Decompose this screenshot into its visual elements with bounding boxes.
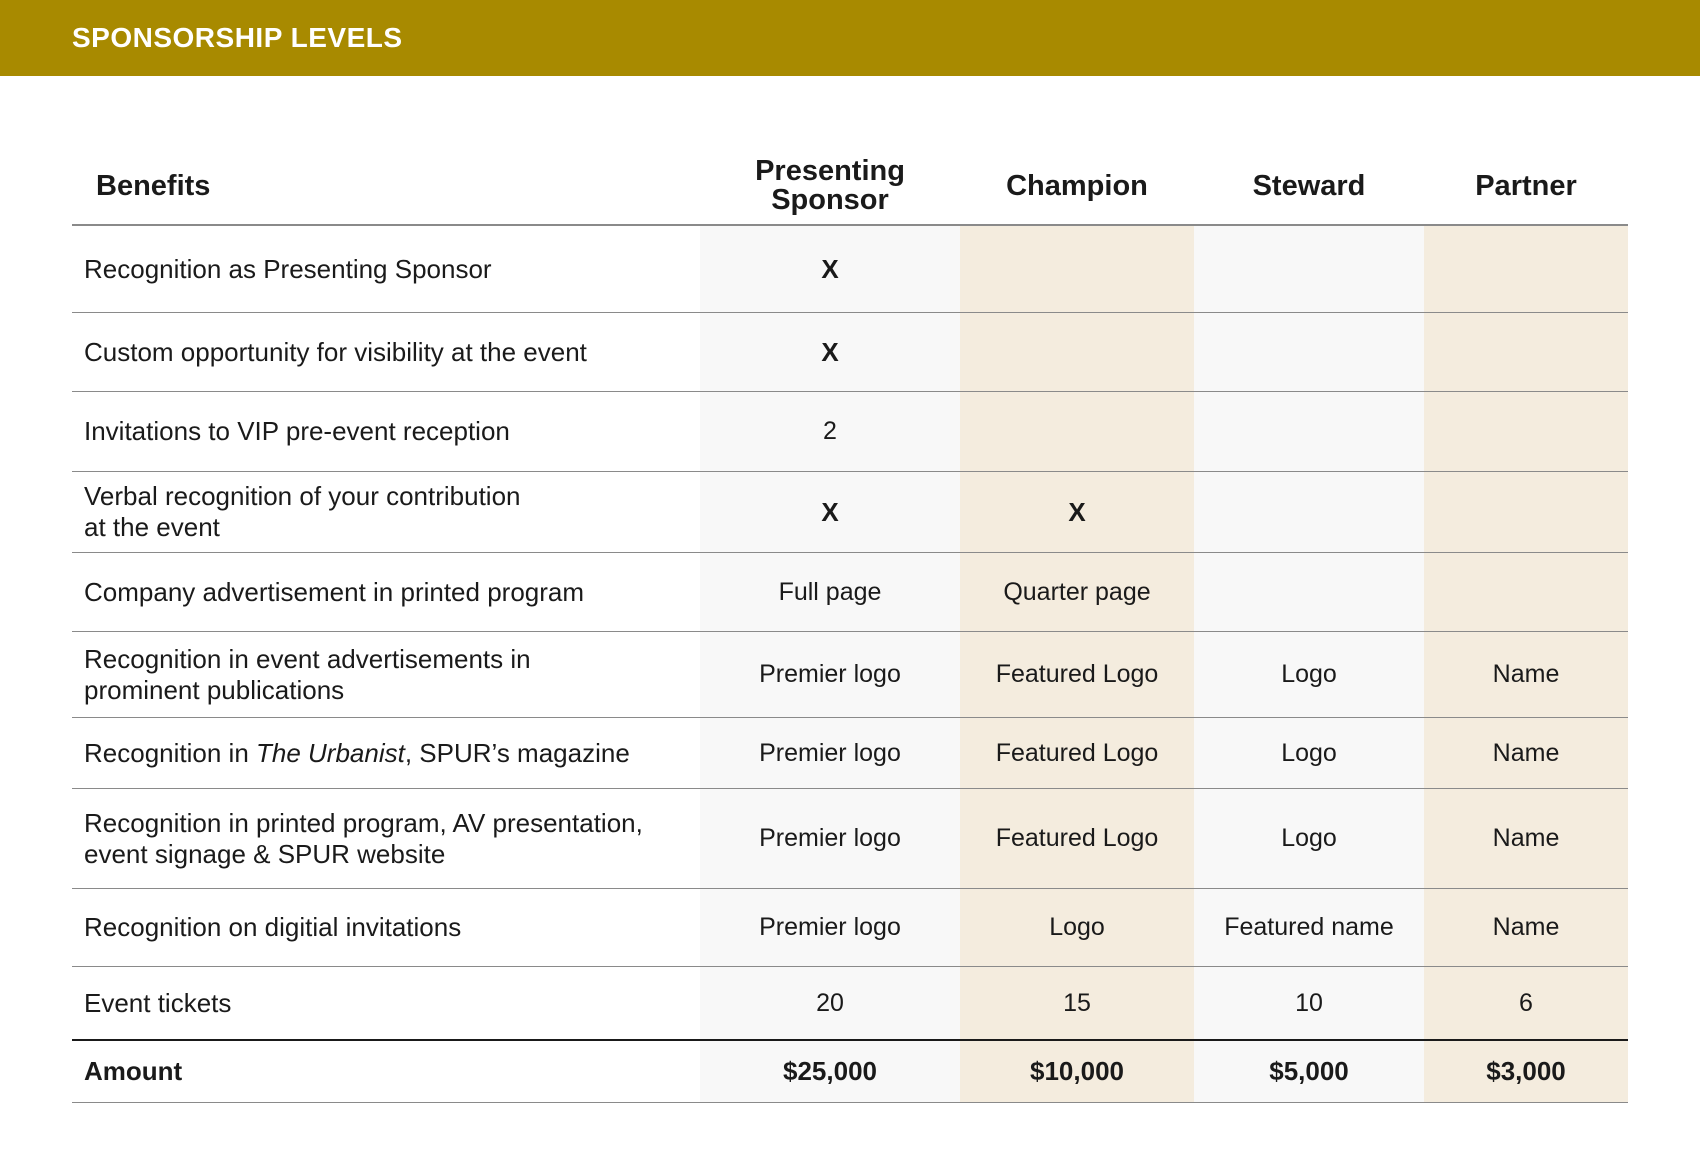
benefit-cell: Event tickets [72,967,700,1041]
page-title: SPONSORSHIP LEVELS [72,22,403,53]
magazine-title: The Urbanist [256,737,405,768]
steward-amount: $5,000 [1194,1040,1424,1103]
header-partner: Partner [1424,148,1628,225]
presenting-cell: Premier logo [700,632,960,718]
table-row [72,225,1628,313]
sponsorship-table [72,148,1628,1103]
benefit-cell [72,632,700,718]
benefit-cell [72,472,700,553]
amount-label: Amount [72,1040,700,1103]
partner-cell: Name [1424,889,1628,967]
champion-cell: Quarter page [960,553,1194,632]
table-row [72,472,1628,553]
table-row [72,313,1628,392]
steward-cell [1194,553,1424,632]
header-presenting-sponsor [700,148,960,225]
steward-cell [1194,313,1424,392]
header-banner [0,0,1700,76]
steward-cell: Featured name [1194,889,1424,967]
steward-cell: 10 [1194,967,1424,1041]
presenting-cell: X [700,472,960,553]
header-benefits: Benefits [72,148,700,225]
partner-cell [1424,553,1628,632]
steward-cell [1194,225,1424,313]
presenting-cell: Full page [700,553,960,632]
steward-cell: Logo [1194,718,1424,789]
champion-cell [960,392,1194,472]
partner-cell: Name [1424,632,1628,718]
partner-amount: $3,000 [1424,1040,1628,1103]
benefit-line: at the event [84,512,220,542]
table-row [72,392,1628,472]
champion-amount: $10,000 [960,1040,1194,1103]
benefit-line: prominent publications [84,674,345,705]
benefit-text-pre: Recognition in [84,737,256,768]
partner-cell: 6 [1424,967,1628,1041]
champion-cell: X [960,472,1194,553]
presenting-cell: Premier logo [700,889,960,967]
presenting-cell: Premier logo [700,718,960,789]
champion-cell: Featured Logo [960,718,1194,789]
benefit-text-post: , SPUR’s magazine [404,737,630,768]
partner-cell [1424,472,1628,553]
benefit-line: event signage & SPUR website [84,838,446,869]
table-row [72,967,1628,1041]
steward-cell [1194,472,1424,553]
amount-row [72,1040,1628,1103]
sponsorship-table-container [72,148,1628,1103]
champion-cell [960,313,1194,392]
presenting-cell: Premier logo [700,789,960,889]
champion-cell: Featured Logo [960,632,1194,718]
header-steward: Steward [1194,148,1424,225]
table-row [72,632,1628,718]
benefit-cell [72,789,700,889]
presenting-amount: $25,000 [700,1040,960,1103]
partner-cell [1424,313,1628,392]
table-row [72,789,1628,889]
benefit-cell [72,718,700,789]
benefit-cell: Company advertisement in printed program [72,553,700,632]
header-presenting-line2: Sponsor [771,184,889,216]
benefit-cell: Custom opportunity for visibility at the event [72,313,700,392]
table-header-row [72,148,1628,225]
benefit-cell: Invitations to VIP pre-event reception [72,392,700,472]
benefit-cell: Recognition as Presenting Sponsor [72,225,700,313]
table-row [72,718,1628,789]
benefit-cell: Recognition on digitial invitations [72,889,700,967]
partner-cell: Name [1424,789,1628,889]
presenting-cell: 2 [700,392,960,472]
steward-cell: Logo [1194,789,1424,889]
benefit-line: Recognition in printed program, AV presentation, [84,807,643,838]
header-champion: Champion [960,148,1194,225]
presenting-cell: X [700,313,960,392]
presenting-cell: X [700,225,960,313]
steward-cell: Logo [1194,632,1424,718]
champion-cell: 15 [960,967,1194,1041]
presenting-cell: 20 [700,967,960,1041]
steward-cell [1194,392,1424,472]
partner-cell: Name [1424,718,1628,789]
champion-cell: Logo [960,889,1194,967]
champion-cell [960,225,1194,313]
header-presenting-line1: Presenting [755,155,905,187]
table-row [72,553,1628,632]
champion-cell: Featured Logo [960,789,1194,889]
benefit-line: Verbal recognition of your contribution [84,481,521,511]
partner-cell [1424,392,1628,472]
table-row [72,889,1628,967]
benefit-line: Recognition in event advertisements in [84,643,531,674]
partner-cell [1424,225,1628,313]
